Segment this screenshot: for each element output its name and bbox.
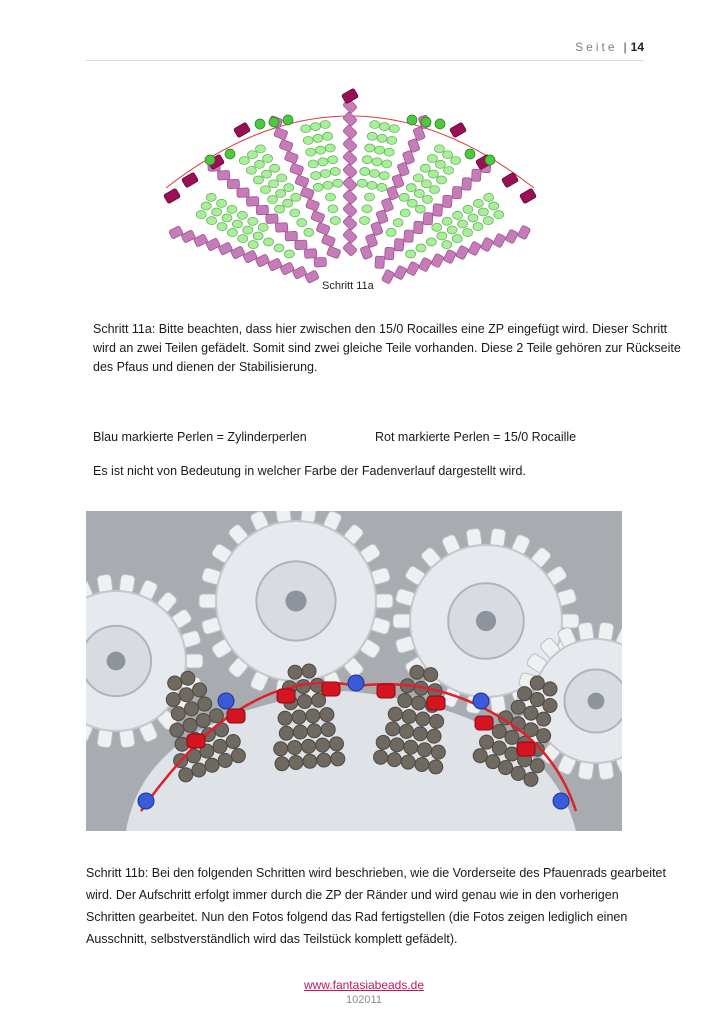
rocaille-bead [313, 134, 323, 142]
rocaille-bead [284, 250, 294, 258]
cylinder-bead [443, 249, 456, 264]
rocaille-bead [421, 180, 431, 188]
rocaille-bead [308, 160, 318, 168]
rocaille-bead [254, 160, 264, 168]
rocaille-bead [276, 190, 286, 198]
rocaille-bead [243, 226, 253, 234]
rocaille-bead [311, 172, 321, 180]
rocaille-bead [360, 167, 370, 175]
petal-bead [185, 654, 203, 668]
red-bead [377, 684, 395, 698]
rocaille-bead [297, 219, 307, 227]
header-separator: | [623, 40, 627, 54]
cylinder-bead [181, 230, 196, 243]
cylinder-bead [267, 258, 282, 271]
cylinder-bead [517, 225, 530, 240]
cylinder-bead [243, 250, 258, 263]
red-bead [322, 682, 340, 696]
cylinder-bead [311, 210, 325, 223]
marked-bead [449, 122, 466, 138]
rocaille-bead [323, 181, 333, 189]
cylinder-bead [230, 246, 245, 259]
rocaille-bead [275, 205, 285, 213]
cylinder-bead [193, 234, 208, 247]
rocaille-bead [362, 156, 372, 164]
step-11b-paragraph: Schritt 11b: Bei den folgenden Schritten wird beschrieben, wie die Vorderseite des Pfauenrads gearbeitet wird. Der Aufschritt erfolgt immer durch die ZP der Ränder und wird genau wie in den vorherigen Schritten gearbeitet. Nun den Fotos folgend das Rad fertigstellen (die Fotos zeigen lediglich einen Ausschnitt, selbstverständlich wird das Teilstück komplett gefädelt). [86, 866, 666, 946]
rocaille-bead [414, 190, 424, 198]
rocaille-bead [274, 244, 284, 252]
rocaille-bead [320, 170, 330, 178]
cylinder-bead [343, 138, 358, 153]
rocaille-bead [416, 244, 426, 252]
rocaille-bead [399, 193, 409, 201]
rocaille-bead [442, 241, 452, 249]
cylinder-bead [217, 170, 229, 180]
rocaille-bead [367, 132, 377, 140]
rocaille-bead [315, 146, 325, 154]
crystal-center [588, 693, 605, 710]
marked-rocaille-bead [255, 119, 265, 129]
rocaille-bead [473, 223, 483, 231]
rocaille-bead [247, 151, 257, 159]
rocaille-bead [248, 241, 258, 249]
cylinder-bead [256, 205, 268, 215]
rocaille-bead [386, 228, 396, 236]
rocaille-bead [268, 195, 278, 203]
blue-bead [473, 693, 489, 709]
cylinder-bead [316, 222, 330, 235]
cylinder-bead [480, 237, 493, 252]
rocaille-bead [432, 223, 442, 231]
crystal-center [476, 611, 496, 631]
rocaille-bead [377, 183, 387, 191]
rocaille-bead [468, 214, 478, 222]
marked-rocaille-bead [407, 115, 417, 125]
cylinder-bead [266, 214, 278, 224]
rocaille-bead [443, 151, 453, 159]
rocaille-bead [407, 199, 417, 207]
beading-diagram [150, 84, 550, 294]
cylinder-bead [321, 234, 335, 247]
rocaille-bead [227, 229, 237, 237]
cylinder-bead [255, 254, 270, 267]
cylinder-bead [394, 265, 407, 280]
cylinder-bead [394, 239, 404, 251]
rocaille-bead [420, 164, 430, 172]
rocaille-bead [196, 211, 206, 219]
rocaille-bead [206, 193, 216, 201]
rocaille-bead [453, 211, 463, 219]
rocaille-bead [360, 217, 370, 225]
marked-bead [163, 188, 180, 204]
footer-code: 102011 [346, 994, 382, 1006]
rocaille-bead [270, 164, 280, 172]
legend-red-beads: Rot markierte Perlen = 15/0 Rocaille [375, 430, 577, 444]
rocaille-bead [413, 174, 423, 182]
cylinder-bead [290, 163, 304, 176]
rocaille-bead [217, 223, 227, 231]
red-bead [187, 734, 205, 748]
cylinder-bead [206, 238, 221, 251]
marked-rocaille-bead [205, 155, 215, 165]
crystal-center [285, 590, 306, 611]
cylinder-bead [304, 249, 316, 259]
rocaille-bead [325, 193, 335, 201]
cylinder-bead [305, 270, 320, 283]
cylinder-bead [406, 261, 419, 276]
cylinder-bead [343, 112, 358, 127]
red-bead [427, 696, 445, 710]
rocaille-bead [253, 176, 263, 184]
rocaille-bead [406, 184, 416, 192]
marked-rocaille-bead [225, 149, 235, 159]
rocaille-bead [357, 179, 367, 187]
rocaille-bead [380, 123, 390, 131]
cylinder-bead [468, 241, 481, 256]
rocaille-bead [258, 223, 268, 231]
rocaille-bead [290, 209, 300, 217]
thread-color-note: Es ist nicht von Bedeutung in welcher Farbe der Fadenverlauf dargestellt wird. [93, 464, 526, 478]
cylinder-bead [300, 187, 314, 200]
marked-rocaille-bead [435, 119, 445, 129]
cylinder-bead [505, 229, 518, 244]
rocaille-bead [263, 155, 273, 163]
rocaille-bead [222, 214, 232, 222]
page-word: Seite [575, 40, 618, 54]
cylinder-bead [246, 197, 258, 207]
cylinder-bead [423, 213, 433, 225]
rocaille-bead [217, 199, 227, 207]
cylinder-bead [218, 242, 233, 255]
rocaille-bead [264, 238, 274, 246]
rocaille-bead [365, 144, 375, 152]
rocaille-bead [333, 179, 343, 187]
cylinder-bead [295, 240, 307, 250]
cylinder-bead [169, 226, 184, 239]
cylinder-bead [493, 233, 506, 248]
marked-rocaille-bead [465, 149, 475, 159]
rocaille-bead [370, 170, 380, 178]
rocaille-bead [422, 195, 432, 203]
rocaille-bead [318, 158, 328, 166]
blue-bead [138, 793, 154, 809]
cylinder-bead [375, 256, 385, 268]
cylinder-bead [280, 262, 295, 275]
rocaille-bead [246, 166, 256, 174]
red-bead [277, 689, 295, 703]
marked-bead [233, 122, 250, 138]
cylinder-bead [285, 231, 297, 241]
cylinder-bead [237, 188, 249, 198]
rocaille-bead [436, 160, 446, 168]
cylinder-bead [343, 242, 358, 257]
rocaille-bead [260, 186, 270, 194]
cylinder-bead [274, 127, 288, 140]
rocaille-bead [362, 205, 372, 213]
marked-rocaille-bead [269, 117, 279, 127]
rocaille-bead [291, 193, 301, 201]
rocaille-bead [277, 174, 287, 182]
rocaille-bead [400, 209, 410, 217]
rocaille-bead [463, 205, 473, 213]
cylinder-bead [443, 195, 453, 207]
rocaille-bead [463, 229, 473, 237]
petal-bead [199, 594, 217, 608]
rocaille-bead [253, 232, 263, 240]
cylinder-bead [418, 257, 431, 272]
marked-rocaille-bead [485, 155, 495, 165]
page-header [575, 40, 644, 54]
cylinder-bead [343, 203, 358, 218]
rocaille-bead [283, 199, 293, 207]
rocaille-bead [328, 156, 338, 164]
rocaille-bead [301, 125, 311, 133]
beadwork-photo [86, 511, 622, 831]
cylinder-bead [227, 179, 239, 189]
cylinder-bead [343, 151, 358, 166]
cylinder-bead [343, 229, 358, 244]
rocaille-bead [489, 202, 499, 210]
cylinder-bead [385, 247, 395, 259]
beadwork-photo-illustration [86, 511, 622, 831]
rocaille-bead [207, 217, 217, 225]
marked-bead [341, 88, 358, 104]
rocaille-bead [256, 145, 266, 153]
page-number: 14 [630, 40, 644, 54]
cylinder-bead [343, 177, 358, 192]
rocaille-bead [310, 123, 320, 131]
rocaille-bead [478, 208, 488, 216]
footer-link-text[interactable]: www.fantasiabeads.de [303, 978, 425, 992]
cylinder-bead [472, 169, 482, 181]
cylinder-bead [305, 199, 319, 212]
red-bead [517, 742, 535, 756]
rocaille-bead [415, 205, 425, 213]
cylinder-bead [431, 253, 444, 268]
cylinder-bead [452, 186, 462, 198]
rocaille-bead [325, 144, 335, 152]
rocaille-bead [387, 136, 397, 144]
rocaille-bead [201, 202, 211, 210]
rocaille-bead [365, 193, 375, 201]
header-rule [86, 60, 644, 61]
rocaille-bead [212, 208, 222, 216]
rocaille-bead [262, 170, 272, 178]
rocaille-bead [494, 211, 504, 219]
rocaille-bead [434, 145, 444, 153]
rocaille-bead [239, 157, 249, 165]
rocaille-bead [284, 184, 294, 192]
rocaille-bead [375, 146, 385, 154]
rocaille-bead [237, 211, 247, 219]
rocaille-bead [328, 205, 338, 213]
rocaille-bead [428, 170, 438, 178]
rocaille-bead [370, 121, 380, 129]
rocaille-bead [483, 217, 493, 225]
blue-bead [348, 675, 364, 691]
rocaille-bead [330, 167, 340, 175]
rocaille-bead [232, 220, 242, 228]
rocaille-bead [372, 158, 382, 166]
rocaille-bead [473, 199, 483, 207]
rocaille-bead [313, 183, 323, 191]
rocaille-bead [320, 121, 330, 129]
rocaille-bead [323, 132, 333, 140]
marked-bead [519, 188, 536, 204]
diagram-caption: Schritt 11a [322, 280, 374, 292]
rocaille-bead [248, 217, 258, 225]
cylinder-bead [404, 230, 414, 242]
rocaille-bead [437, 176, 447, 184]
red-bead [227, 709, 245, 723]
rocaille-bead [406, 250, 416, 258]
red-bead [475, 716, 493, 730]
cylinder-bead [295, 175, 309, 188]
cylinder-bead [314, 257, 326, 267]
crystal-center [107, 652, 126, 671]
marked-rocaille-bead [283, 115, 293, 125]
rocaille-bead [484, 193, 494, 201]
rocaille-bead [269, 180, 279, 188]
petal-bead [375, 594, 393, 608]
cylinder-bead [343, 164, 358, 179]
cylinder-bead [381, 269, 394, 284]
rocaille-bead [377, 134, 387, 142]
cylinder-bead [292, 266, 307, 279]
cylinder-bead [343, 190, 358, 205]
rocaille-bead [393, 219, 403, 227]
rocaille-bead [304, 228, 314, 236]
rocaille-bead [426, 238, 436, 246]
cylinder-bead [433, 204, 443, 216]
cylinder-bead [414, 221, 424, 233]
cylinder-bead [284, 151, 298, 164]
legend-blue-beads: Blau markierte Perlen = Zylinderperlen [93, 430, 307, 444]
rocaille-bead [303, 136, 313, 144]
footer-website-link[interactable] [0, 978, 728, 992]
rocaille-bead [452, 235, 462, 243]
rocaille-bead [367, 181, 377, 189]
cylinder-bead [343, 216, 358, 231]
rocaille-bead [306, 148, 316, 156]
petal-bead [561, 614, 579, 628]
marked-rocaille-bead [421, 117, 431, 127]
rocaille-bead [330, 217, 340, 225]
cylinder-bead [462, 178, 472, 190]
cylinder-bead [327, 246, 341, 259]
rocaille-bead [458, 220, 468, 228]
rocaille-bead [437, 232, 447, 240]
rocaille-bead [447, 226, 457, 234]
blue-bead [218, 693, 234, 709]
rocaille-bead [427, 155, 437, 163]
rocaille-bead [430, 186, 440, 194]
petal-bead [393, 614, 411, 628]
cylinder-bead [343, 125, 358, 140]
cylinder-bead [279, 139, 293, 152]
cylinder-bead [455, 245, 468, 260]
cylinder-bead [275, 223, 287, 233]
rocaille-bead [384, 148, 394, 156]
rocaille-bead [238, 235, 248, 243]
rocaille-bead [382, 160, 392, 168]
rocaille-bead [451, 157, 461, 165]
rocaille-bead [442, 217, 452, 225]
rocaille-bead [227, 205, 237, 213]
step-11a-paragraph: Schritt 11a: Bitte beachten, dass hier zwischen den 15/0 Rocailles eine ZP eingefügt wird. Dieser Schritt wird an zwei Teilen gefädelt. Somit sind zwei gleiche Teile vorhanden. Diese 2 Teile gehören zur Rückseite des Pfaus und dienen der Stabilisierung. [93, 322, 681, 374]
blue-bead [553, 793, 569, 809]
rocaille-bead [444, 166, 454, 174]
rocaille-bead [379, 172, 389, 180]
rocaille-bead [389, 125, 399, 133]
